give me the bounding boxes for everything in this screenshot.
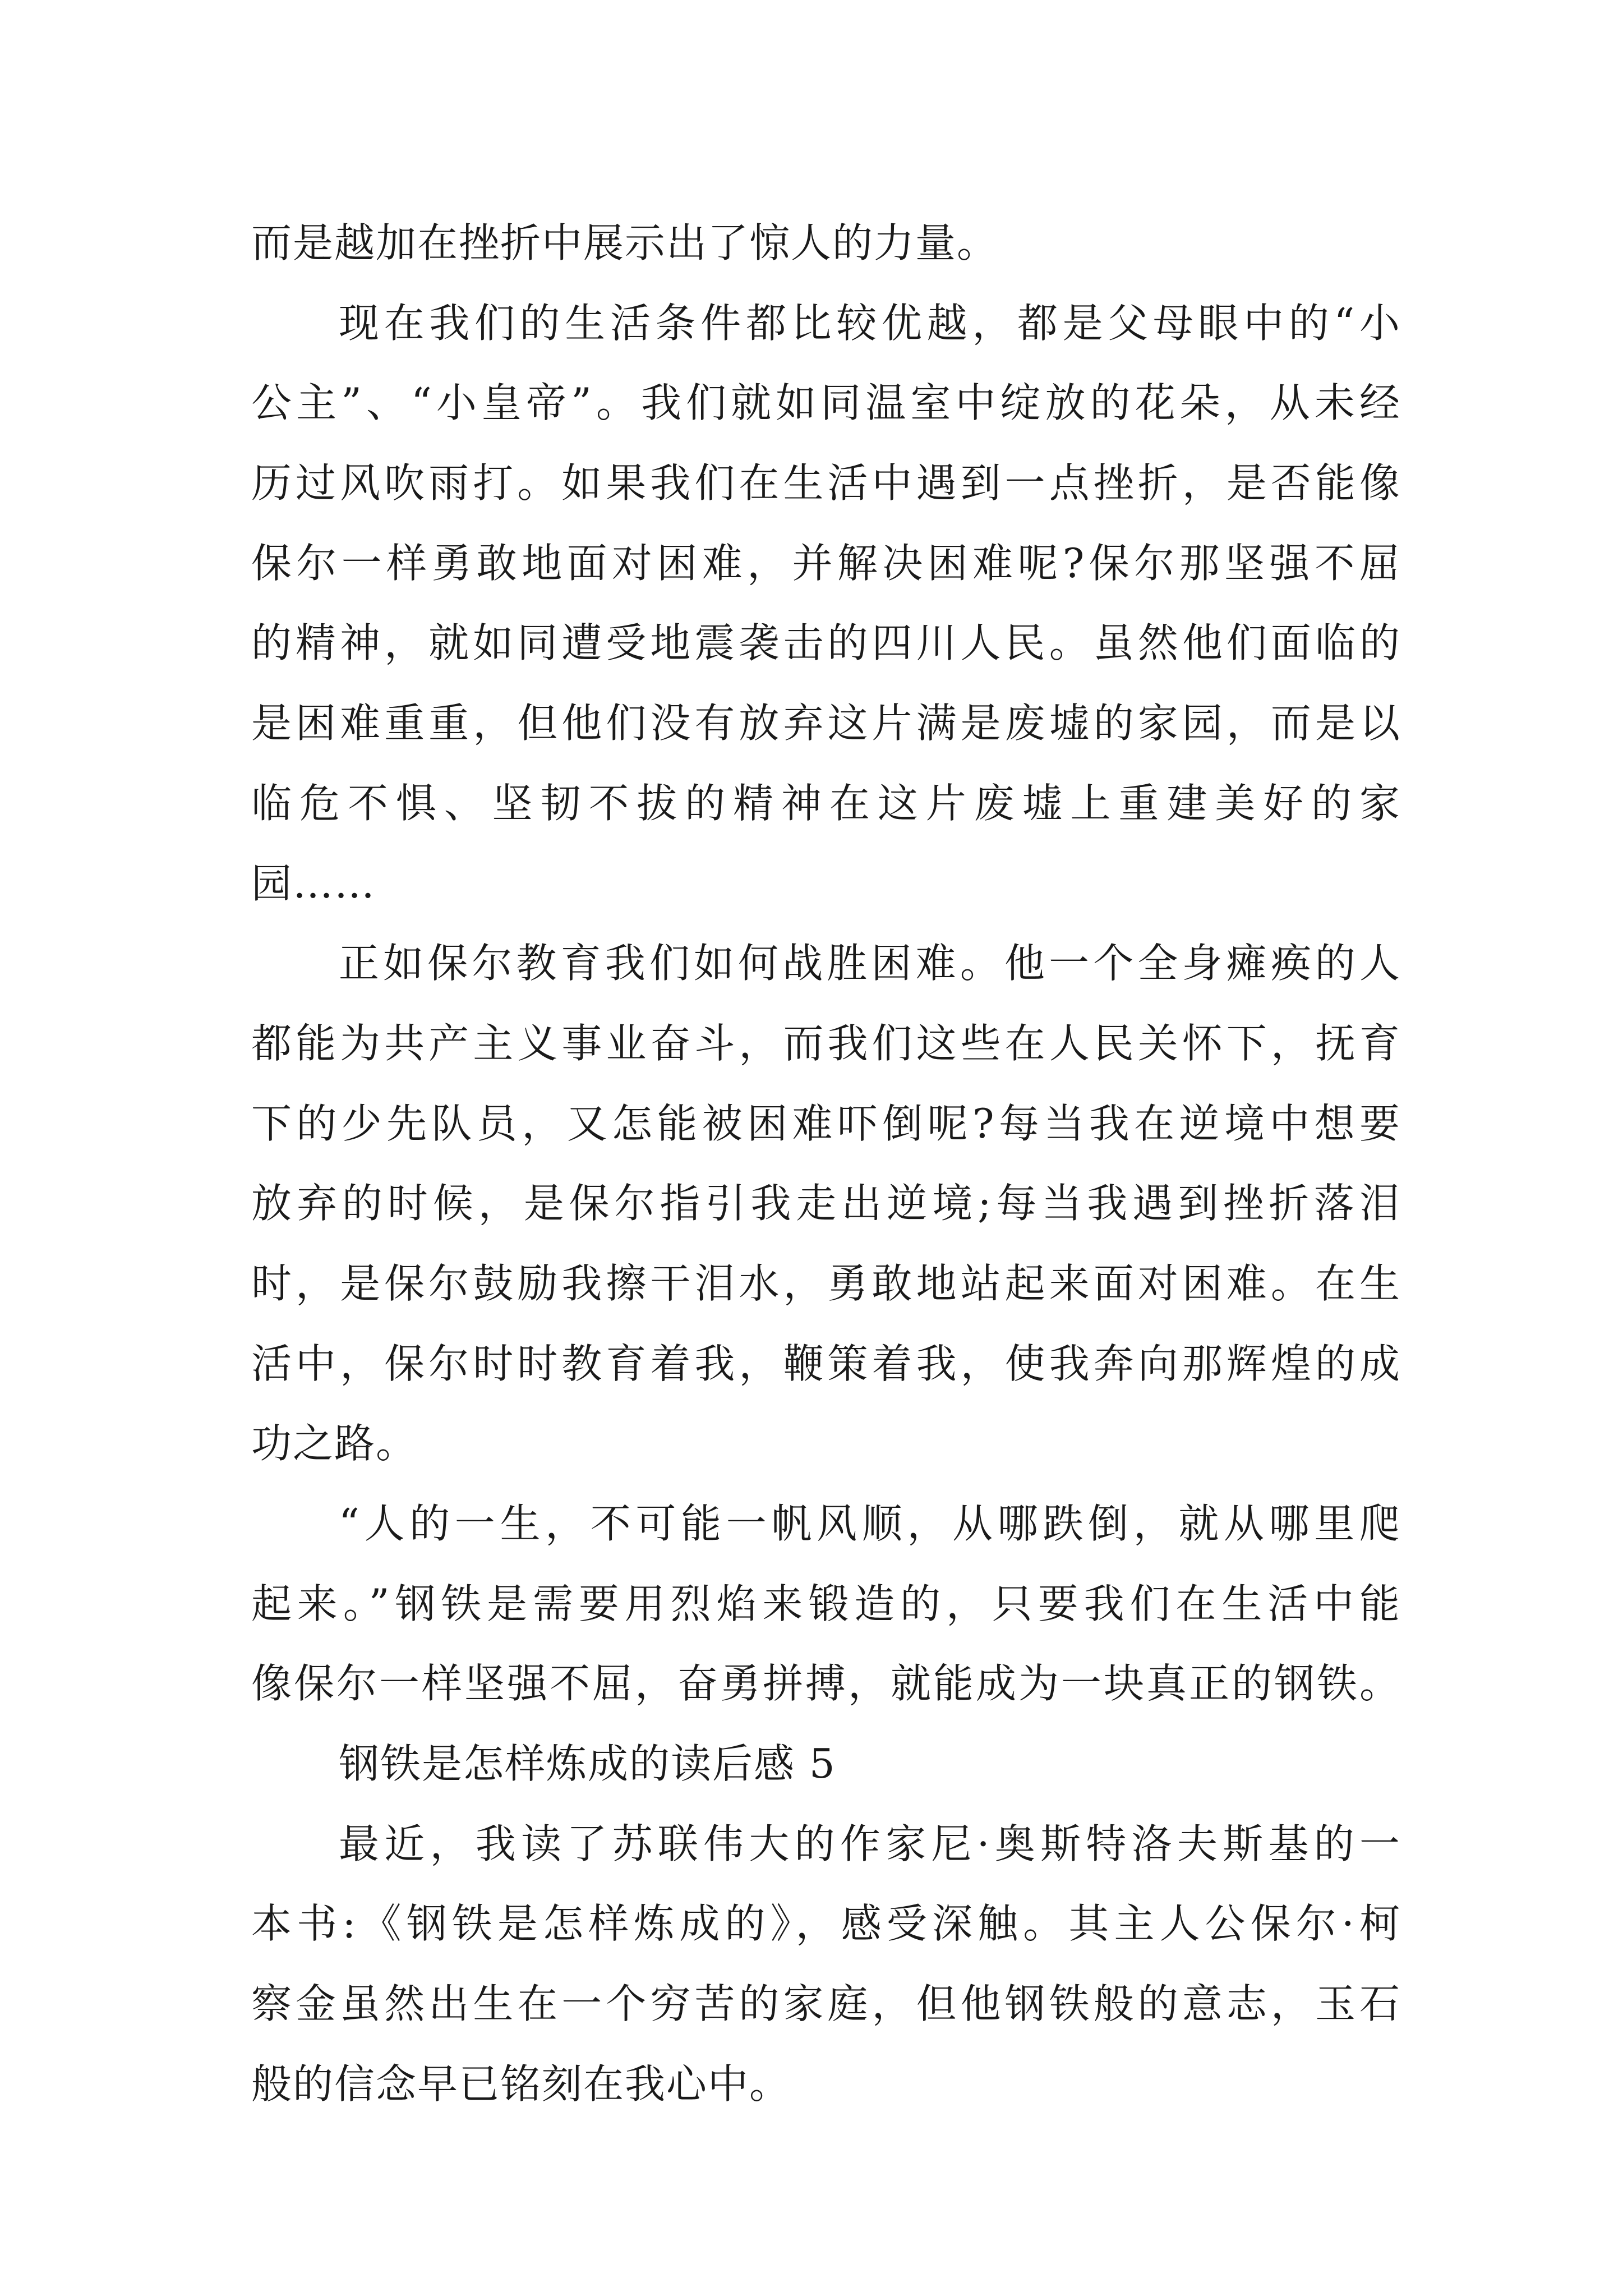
text-line: 都能为共产主义事业奋斗，而我们这些在人民关怀下，抚育 xyxy=(251,1019,1401,1067)
text-line: 放弃的时候，是保尔指引我走出逆境;每当我遇到挫折落泪 xyxy=(251,1180,1401,1227)
document-body xyxy=(251,203,1401,2124)
text-line: 下的少先队员，又怎能被困难吓倒呢?每当我在逆境中想要 xyxy=(251,1099,1401,1147)
text-line: 是困难重重，但他们没有放弃这片满是废墟的家园，而是以 xyxy=(251,700,1401,747)
text-line: 正如保尔教育我们如何战胜困难。他一个全身瘫痪的人 xyxy=(339,940,1401,987)
text-line: 般的信念早已铭刻在我心中。 xyxy=(251,2060,791,2108)
text-line: 察金虽然出生在一个穷苦的家庭，但他钢铁般的意志，玉石 xyxy=(251,1980,1401,2028)
text-line: “人的一生，不可能一帆风顺，从哪跌倒，就从哪里爬 xyxy=(339,1500,1401,1547)
text-line: 像保尔一样坚强不屈，奋勇拼搏，就能成为一块真正的钢铁。 xyxy=(251,1660,1401,1708)
text-line: 的精神，就如同遭受地震袭击的四川人民。虽然他们面临的 xyxy=(251,619,1401,667)
text-line: 园…… xyxy=(251,859,376,907)
text-line: 起来。”钢铁是需要用烈焰来锻造的，只要我们在生活中能 xyxy=(251,1580,1401,1627)
text-line: 公主”、“小皇帝”。我们就如同温室中绽放的花朵，从未经 xyxy=(251,379,1401,427)
text-line: 现在我们的生活条件都比较优越，都是父母眼中的“小 xyxy=(339,299,1401,347)
text-line: 时，是保尔鼓励我擦干泪水，勇敢地站起来面对困难。在生 xyxy=(251,1259,1401,1307)
text-line: 而是越加在挫折中展示出了惊人的力量。 xyxy=(251,219,999,266)
text-line: 最近，我读了苏联伟大的作家尼·奥斯特洛夫斯基的一 xyxy=(339,1820,1401,1867)
text-line: 本书:《钢铁是怎样炼成的》，感受深触。其主人公保尔·柯 xyxy=(251,1900,1401,1948)
text-line: 活中，保尔时时教育着我，鞭策着我，使我奔向那辉煌的成 xyxy=(251,1340,1401,1387)
text-line: 功之路。 xyxy=(251,1420,418,1467)
text-line: 临危不惧、坚韧不拔的精神在这片废墟上重建美好的家 xyxy=(251,779,1401,827)
text-line: 历过风吹雨打。如果我们在生活中遇到一点挫折，是否能像 xyxy=(251,459,1401,507)
text-line: 钢铁是怎样炼成的读后感 5 xyxy=(339,1740,836,1788)
text-line: 保尔一样勇敢地面对困难，并解决困难呢?保尔那坚强不屈 xyxy=(251,539,1401,587)
